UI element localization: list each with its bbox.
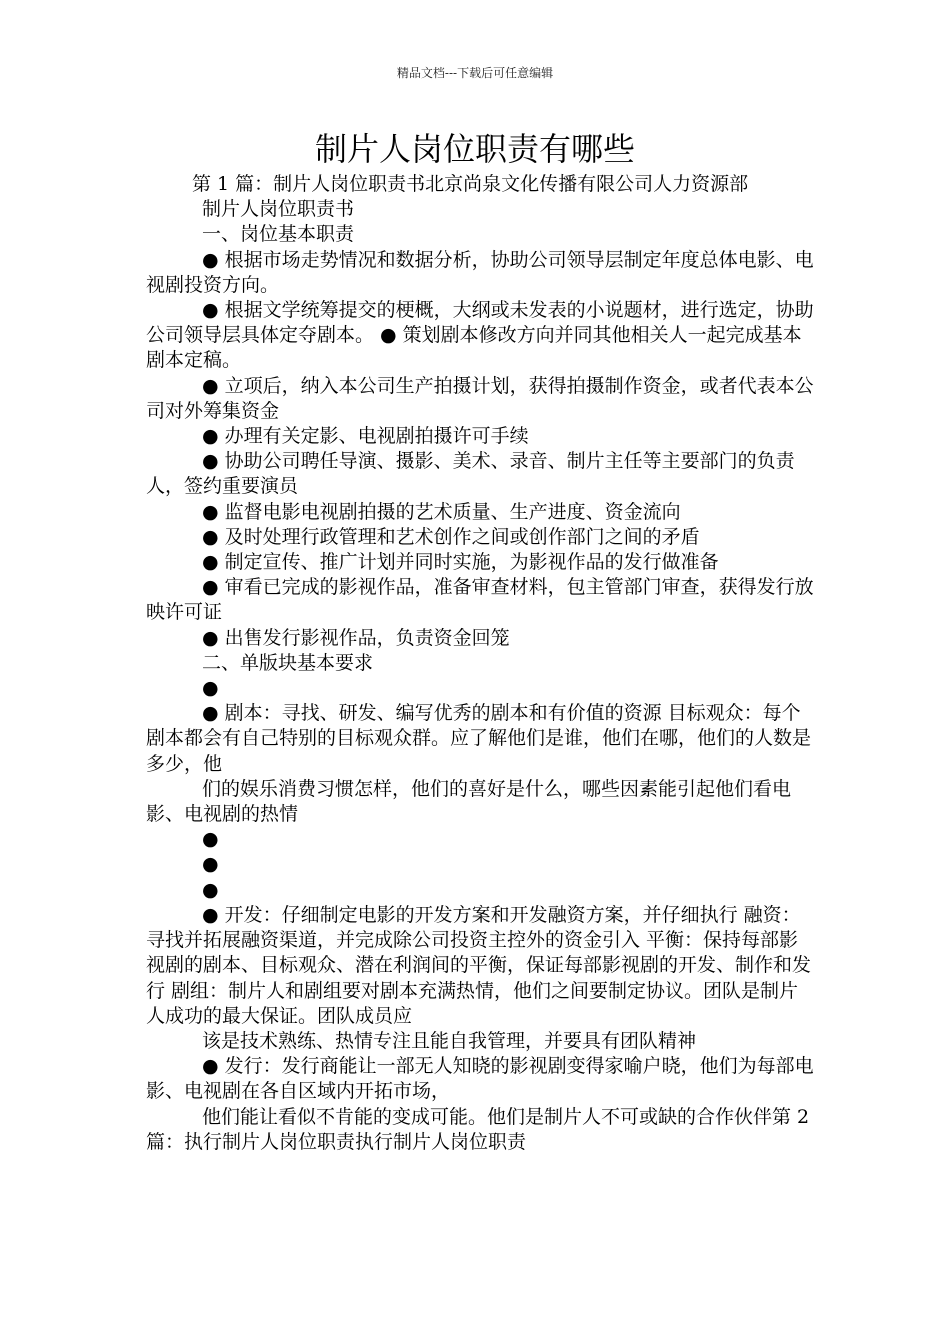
bullet-item: ● 剧本：寻找、研发、编写优秀的剧本和有价值的资源 目标观众：每个剧本都会有自己特别的目标观众群。应了解他们是谁，他们在哪，他们的人数是多少，他: [146, 702, 812, 775]
document-title: 制片人岗位职责有哪些: [314, 130, 635, 168]
bullet-item: ●: [202, 677, 219, 700]
bullet-item: ● 出售发行影视作品，负责资金回笼: [202, 626, 510, 649]
bullet-item: ● 监督电影电视剧拍摄的艺术质量、生产进度、资金流向: [202, 500, 681, 523]
bullet-item: ● 根据文学统筹提交的梗概，大纲或未发表的小说题材，进行选定，协助公司领导层具体定夺剧本。 ● 策划剧本修改方向并同其他相关人一起完成基本剧本定稿。: [146, 299, 814, 372]
page-header-note: 精品文档---下载后可任意编辑: [396, 66, 554, 80]
paragraph: 制片人岗位职责书: [202, 198, 355, 221]
bullet-item: ● 制定宣传、推广计划并同时实施，为影视作品的发行做准备: [202, 551, 719, 574]
bullet-item: ● 开发：仔细制定电影的开发方案和开发融资方案，并仔细执行 融资：寻找并拓展融资渠道，并完成除公司投资主控外的资金引入 平衡：保持每部影视剧的剧本、目标观众、潜在利润间的平衡，保证每部影视剧的开发、制作和发行 剧组：制片人和剧组要对剧本充满热情，他们之间要制定协议。团队是制片人成功的最大保证。团队成员应: [146, 903, 812, 1027]
paragraph: 第 1 篇：制片人岗位职责书北京尚泉文化传播有限公司人力资源部: [192, 173, 749, 195]
paragraph: 他们能让看似不肯能的变成可能。他们是制片人不可或缺的合作伙伴第 2 篇：执行制片人岗位职责执行制片人岗位职责: [146, 1105, 810, 1153]
section-heading: 二、单版块基本要求: [202, 651, 374, 674]
bullet-item: ● 办理有关定影、电视剧拍摄许可手续: [202, 425, 529, 448]
section-heading: 一、岗位基本职责: [202, 223, 355, 246]
bullet-item: ●: [202, 853, 219, 876]
paragraph: 们的娱乐消费习惯怎样，他们的喜好是什么，哪些因素能引起他们看电影、电视剧的热情: [146, 777, 792, 826]
bullet-item: ● 发行：发行商能让一部无人知晓的影视剧变得家喻户晓，他们为每部电影、电视剧在各自区域内开拓市场，: [146, 1055, 814, 1103]
document-body: [146, 172, 816, 1155]
paragraph: 该是技术熟练、热情专注且能自我管理，并要具有团队精神: [202, 1029, 697, 1052]
bullet-item: ●: [202, 828, 219, 851]
bullet-item: ● 立项后，纳入本公司生产拍摄计划，获得拍摄制作资金，或者代表本公司对外筹集资金: [146, 374, 814, 422]
bullet-item: ●: [202, 878, 219, 901]
bullet-item: ● 根据市场走势情况和数据分析，协助公司领导层制定年度总体电影、电视剧投资方向。: [146, 248, 814, 296]
bullet-item: ● 及时处理行政管理和艺术创作之间或创作部门之间的矛盾: [202, 525, 700, 548]
bullet-item: ● 审看已完成的影视作品，准备审查材料，包主管部门审查，获得发行放映许可证: [146, 576, 814, 624]
bullet-item: ● 协助公司聘任导演、摄影、美术、录音、制片主任等主要部门的负责人，签约重要演员: [146, 450, 795, 498]
